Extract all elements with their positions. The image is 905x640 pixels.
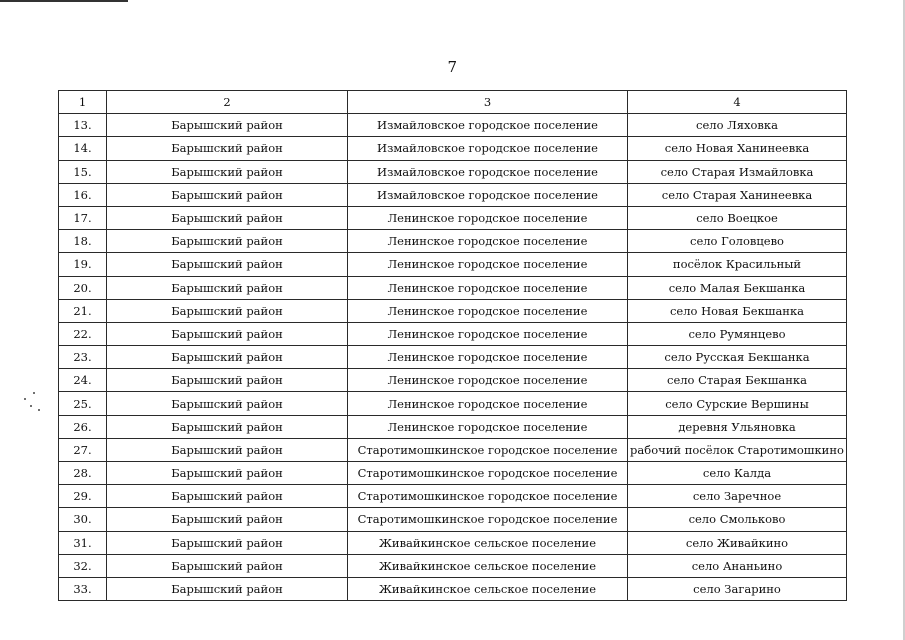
row-number-cell: 18. bbox=[59, 230, 107, 253]
locality-cell: село Головцево bbox=[628, 230, 847, 253]
locality-cell: село Старая Измайловка bbox=[628, 160, 847, 183]
table-row bbox=[59, 346, 847, 369]
settlement-cell: Измайловское городское поселение bbox=[348, 160, 628, 183]
district-cell: Барышский район bbox=[107, 554, 348, 577]
scan-artifact-speck bbox=[24, 398, 26, 400]
settlement-cell: Старотимошкинское городское поселение bbox=[348, 462, 628, 485]
table-row bbox=[59, 485, 847, 508]
district-cell: Барышский район bbox=[107, 531, 348, 554]
row-number-cell: 33. bbox=[59, 577, 107, 600]
district-cell: Барышский район bbox=[107, 577, 348, 600]
locality-cell: село Ляховка bbox=[628, 114, 847, 137]
row-number-cell: 31. bbox=[59, 531, 107, 554]
district-cell: Барышский район bbox=[107, 462, 348, 485]
district-cell: Барышский район bbox=[107, 299, 348, 322]
table-row bbox=[59, 160, 847, 183]
district-cell: Барышский район bbox=[107, 230, 348, 253]
locality-cell: деревня Ульяновка bbox=[628, 415, 847, 438]
settlement-cell: Ленинское городское поселение bbox=[348, 276, 628, 299]
locality-cell: село Новая Ханинеевка bbox=[628, 137, 847, 160]
settlement-cell: Ленинское городское поселение bbox=[348, 230, 628, 253]
locality-cell: село Смольково bbox=[628, 508, 847, 531]
settlement-cell: Ленинское городское поселение bbox=[348, 299, 628, 322]
locality-cell: село Сурские Вершины bbox=[628, 392, 847, 415]
locality-cell: село Русская Бекшанка bbox=[628, 346, 847, 369]
settlement-cell: Ленинское городское поселение bbox=[348, 206, 628, 229]
settlement-cell: Измайловское городское поселение bbox=[348, 137, 628, 160]
settlement-cell: Живайкинское сельское поселение bbox=[348, 554, 628, 577]
district-cell: Барышский район bbox=[107, 438, 348, 461]
row-number-cell: 26. bbox=[59, 415, 107, 438]
table-body bbox=[59, 114, 847, 601]
settlement-cell: Измайловское городское поселение bbox=[348, 183, 628, 206]
district-cell: Барышский район bbox=[107, 276, 348, 299]
locality-cell: село Загарино bbox=[628, 577, 847, 600]
table-row bbox=[59, 392, 847, 415]
row-number-cell: 23. bbox=[59, 346, 107, 369]
row-number-cell: 17. bbox=[59, 206, 107, 229]
district-cell: Барышский район bbox=[107, 392, 348, 415]
settlements-table bbox=[58, 90, 847, 601]
row-number-cell: 13. bbox=[59, 114, 107, 137]
table-header-row bbox=[59, 91, 847, 114]
district-cell: Барышский район bbox=[107, 508, 348, 531]
table-row bbox=[59, 554, 847, 577]
column-header-2: 2 bbox=[107, 91, 348, 114]
locality-cell: село Ананьино bbox=[628, 554, 847, 577]
row-number-cell: 32. bbox=[59, 554, 107, 577]
row-number-cell: 19. bbox=[59, 253, 107, 276]
district-cell: Барышский район bbox=[107, 160, 348, 183]
settlement-cell: Ленинское городское поселение bbox=[348, 322, 628, 345]
scan-artifact-speck bbox=[38, 409, 40, 411]
table-row bbox=[59, 322, 847, 345]
table-row bbox=[59, 577, 847, 600]
row-number-cell: 29. bbox=[59, 485, 107, 508]
settlement-cell: Измайловское городское поселение bbox=[348, 114, 628, 137]
scan-artifact-speck bbox=[30, 405, 32, 407]
table-row bbox=[59, 206, 847, 229]
row-number-cell: 22. bbox=[59, 322, 107, 345]
district-cell: Барышский район bbox=[107, 322, 348, 345]
table-row bbox=[59, 508, 847, 531]
locality-cell: село Старая Ханинеевка bbox=[628, 183, 847, 206]
settlement-cell: Старотимошкинское городское поселение bbox=[348, 485, 628, 508]
district-cell: Барышский район bbox=[107, 369, 348, 392]
settlement-cell: Ленинское городское поселение bbox=[348, 253, 628, 276]
page-number: 7 bbox=[447, 58, 458, 76]
table-row bbox=[59, 114, 847, 137]
settlement-cell: Ленинское городское поселение bbox=[348, 392, 628, 415]
table-row bbox=[59, 299, 847, 322]
row-number-cell: 16. bbox=[59, 183, 107, 206]
settlement-cell: Старотимошкинское городское поселение bbox=[348, 508, 628, 531]
scan-artifact-speck bbox=[33, 392, 35, 394]
settlement-cell: Старотимошкинское городское поселение bbox=[348, 438, 628, 461]
district-cell: Барышский район bbox=[107, 346, 348, 369]
locality-cell: село Калда bbox=[628, 462, 847, 485]
settlement-cell: Ленинское городское поселение bbox=[348, 369, 628, 392]
row-number-cell: 27. bbox=[59, 438, 107, 461]
row-number-cell: 25. bbox=[59, 392, 107, 415]
table-row bbox=[59, 276, 847, 299]
row-number-cell: 30. bbox=[59, 508, 107, 531]
district-cell: Барышский район bbox=[107, 137, 348, 160]
table-row bbox=[59, 230, 847, 253]
locality-cell: рабочий посёлок Старотимошкино bbox=[628, 438, 847, 461]
locality-cell: село Заречное bbox=[628, 485, 847, 508]
locality-cell: село Воецкое bbox=[628, 206, 847, 229]
column-header-4: 4 bbox=[628, 91, 847, 114]
district-cell: Барышский район bbox=[107, 415, 348, 438]
settlement-cell: Ленинское городское поселение bbox=[348, 415, 628, 438]
district-cell: Барышский район bbox=[107, 485, 348, 508]
locality-cell: село Новая Бекшанка bbox=[628, 299, 847, 322]
settlement-cell: Ленинское городское поселение bbox=[348, 346, 628, 369]
table-row bbox=[59, 462, 847, 485]
locality-cell: село Малая Бекшанка bbox=[628, 276, 847, 299]
locality-cell: село Живайкино bbox=[628, 531, 847, 554]
table-row bbox=[59, 253, 847, 276]
row-number-cell: 20. bbox=[59, 276, 107, 299]
settlement-cell: Живайкинское сельское поселение bbox=[348, 531, 628, 554]
table-row bbox=[59, 137, 847, 160]
district-cell: Барышский район bbox=[107, 183, 348, 206]
row-number-cell: 21. bbox=[59, 299, 107, 322]
table-row bbox=[59, 531, 847, 554]
row-number-cell: 24. bbox=[59, 369, 107, 392]
row-number-cell: 14. bbox=[59, 137, 107, 160]
table-row bbox=[59, 415, 847, 438]
settlement-cell: Живайкинское сельское поселение bbox=[348, 577, 628, 600]
column-header-3: 3 bbox=[348, 91, 628, 114]
district-cell: Барышский район bbox=[107, 114, 348, 137]
row-number-cell: 15. bbox=[59, 160, 107, 183]
locality-cell: село Старая Бекшанка bbox=[628, 369, 847, 392]
district-cell: Барышский район bbox=[107, 253, 348, 276]
locality-cell: посёлок Красильный bbox=[628, 253, 847, 276]
locality-cell: село Румянцево bbox=[628, 322, 847, 345]
table-row bbox=[59, 183, 847, 206]
scan-artifact-line bbox=[0, 0, 128, 2]
table-header bbox=[59, 91, 847, 114]
table-row bbox=[59, 369, 847, 392]
row-number-cell: 28. bbox=[59, 462, 107, 485]
table-row bbox=[59, 438, 847, 461]
column-header-1: 1 bbox=[59, 91, 107, 114]
district-cell: Барышский район bbox=[107, 206, 348, 229]
